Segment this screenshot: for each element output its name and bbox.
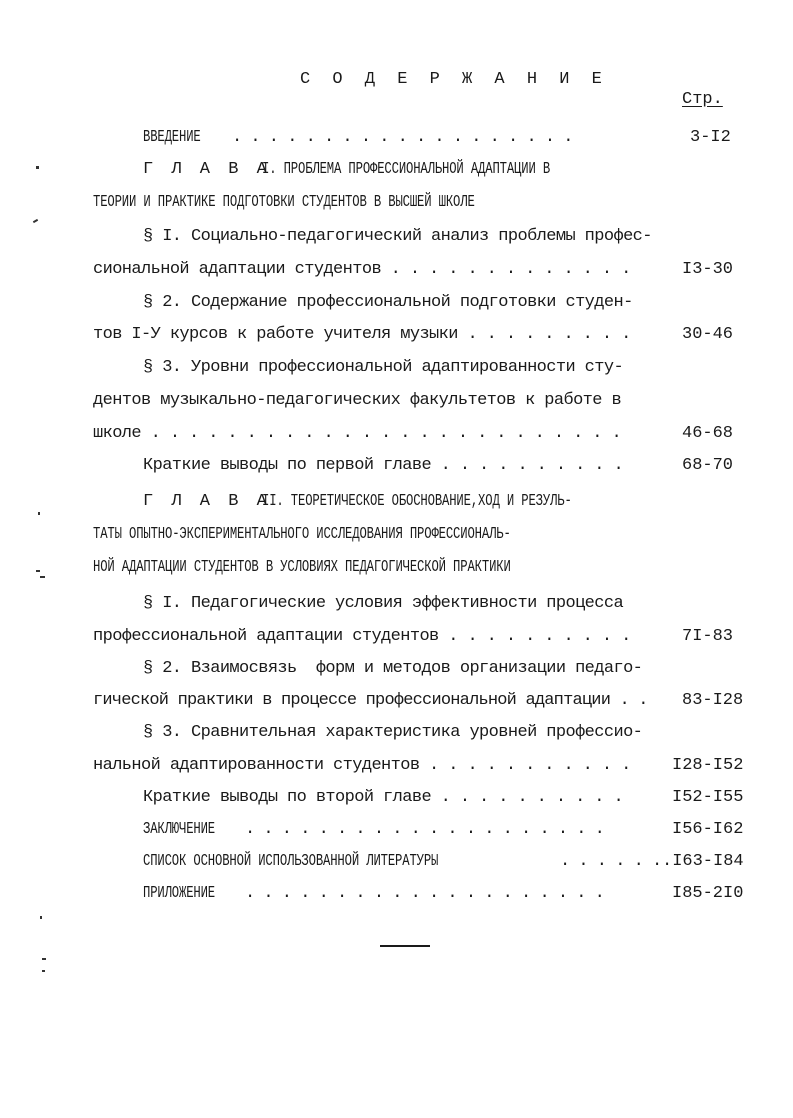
- toc-intro-dots: . . . . . . . . . . . . . . . . . . .: [232, 128, 573, 147]
- scan-speck: [40, 576, 45, 578]
- scan-speck: [36, 166, 39, 169]
- toc-appendix-dots: . . . . . . . . . . . . . . . . . . . .: [245, 884, 604, 903]
- closing-rule: [380, 945, 430, 947]
- toc-ch2-s3-line1: § 3. Сравнительная характеристика уровней профессио-: [143, 723, 643, 742]
- toc-ch2-s1-line2: профессиональной адаптации студентов . . . . . . . . . .: [93, 627, 631, 646]
- toc-ch1-s1-pages: I3-30: [682, 260, 734, 279]
- toc-chapter2-title-line3: НОЙ АДАПТАЦИИ СТУДЕНТОВ В УСЛОВИЯХ ПЕДАГОГИЧЕСКОЙ ПРАКТИКИ: [93, 558, 511, 577]
- toc-ch1-s2-pages: 30-46: [682, 325, 734, 344]
- toc-ch2-summary: Краткие выводы по второй главе . . . . . . . . . .: [143, 788, 624, 807]
- toc-intro-label: ВВЕДЕНИЕ: [143, 128, 201, 147]
- toc-ch1-s3-line1: § 3. Уровни профессиональной адаптированности сту-: [143, 358, 624, 377]
- toc-chapter1-title-line2: ТЕОРИИ И ПРАКТИКЕ ПОДГОТОВКИ СТУДЕНТОВ В ВЫСШЕЙ ШКОЛЕ: [93, 193, 475, 212]
- toc-ch1-s2-line2: тов I-У курсов к работе учителя музыки . . . . . . . . .: [93, 325, 631, 344]
- toc-ch2-s2-line2: гической практики в процессе профессиональной адаптации . .: [93, 691, 648, 710]
- scan-speck: [36, 570, 40, 572]
- toc-ch1-summary: Краткие выводы по первой главе . . . . . . . . . .: [143, 456, 624, 475]
- toc-conclusion-dots: . . . . . . . . . . . . . . . . . . . .: [245, 820, 604, 839]
- toc-chapter1-title-line1: I. ПРОБЛЕМА ПРОФЕССИОНАЛЬНОЙ АДАПТАЦИИ В: [262, 160, 551, 179]
- toc-ch1-s2-line1: § 2. Содержание профессиональной подготовки студен-: [143, 293, 633, 312]
- toc-ch2-s3-line2: нальной адаптированности студентов . . . . . . . . . . .: [93, 756, 631, 775]
- toc-bibliography-dots: . . . . . .: [560, 852, 662, 871]
- toc-ch2-s3-pages: I28-I52: [672, 756, 744, 775]
- toc-bibliography-label: СПИСОК ОСНОВНОЙ ИСПОЛЬЗОВАННОЙ ЛИТЕРАТУРЫ: [143, 852, 439, 871]
- toc-ch1-summary-pages: 68-70: [682, 456, 734, 475]
- toc-ch2-summary-pages: I52-I55: [672, 788, 744, 807]
- page-column-header: Стр.: [682, 90, 723, 109]
- toc-ch2-s2-pages: 83-I28: [682, 691, 744, 710]
- toc-ch1-s3-pages: 46-68: [682, 424, 734, 443]
- page-title: С О Д Е Р Ж А Н И Е: [300, 70, 608, 89]
- toc-chapter2-title-line2: ТАТЫ ОПЫТНО-ЭКСПЕРИМЕНТАЛЬНОГО ИССЛЕДОВАНИЯ ПРОФЕССИОНАЛЬ-: [93, 525, 511, 544]
- scan-speck: [42, 970, 45, 972]
- toc-ch1-s3-line2: дентов музыкально-педагогических факультетов к работе в: [93, 391, 622, 410]
- toc-intro-pages: 3-I2: [690, 128, 731, 147]
- toc-ch2-s2-line1: § 2. Взаимосвязь форм и методов организации педаго-: [143, 659, 643, 678]
- toc-ch1-s1-line1: § I. Социально-педагогический анализ проблемы профес-: [143, 227, 652, 246]
- toc-chapter1-lead: Г Л А В А: [143, 160, 271, 179]
- toc-ch2-s1-line1: § I. Педагогические условия эффективности процесса: [143, 594, 624, 613]
- scan-speck: [38, 512, 40, 515]
- scan-speck: [42, 958, 46, 960]
- toc-appendix-pages: I85-2I0: [672, 884, 744, 903]
- toc-appendix-label: ПРИЛОЖЕНИЕ: [143, 884, 216, 903]
- toc-ch1-s3-line3: школе . . . . . . . . . . . . . . . . . . . . . . . . .: [93, 424, 622, 443]
- toc-bibliography-pages: .I63-I84: [662, 852, 744, 871]
- toc-conclusion-label: ЗАКЛЮЧЕНИЕ: [143, 820, 216, 839]
- toc-ch2-s1-pages: 7I-83: [682, 627, 734, 646]
- scan-speck: [33, 219, 38, 223]
- scan-speck: [40, 916, 42, 919]
- toc-conclusion-pages: I56-I62: [672, 820, 744, 839]
- toc-ch1-s1-line2: сиональной адаптации студентов . . . . . . . . . . . . .: [93, 260, 631, 279]
- toc-chapter2-title-line1: II. ТЕОРЕТИЧЕСКОЕ ОБОСНОВАНИЕ,ХОД И РЕЗУЛЬ-: [262, 492, 572, 511]
- toc-chapter2-lead: Г Л А В А: [143, 492, 271, 511]
